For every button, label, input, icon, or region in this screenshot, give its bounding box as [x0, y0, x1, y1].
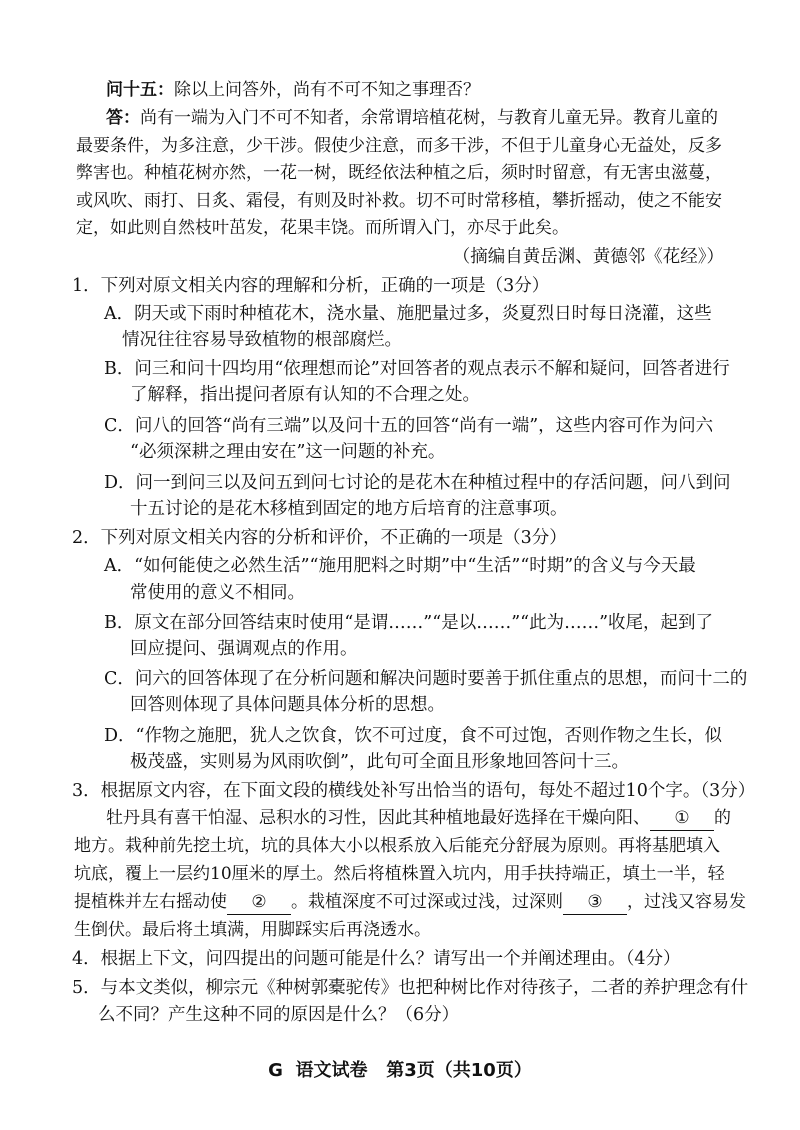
q3-blank-3: ③	[563, 890, 627, 915]
answer-text-1: 尚有一端为入门不可不知者，余常谓培植花树，与教育儿童无异。教育儿童的	[140, 108, 718, 128]
q15-label: 问十五：	[106, 80, 174, 100]
page-footer: G 语文试卷 第3页（共10页）	[268, 1060, 532, 1081]
answer-line-1	[106, 106, 718, 130]
q3-text-line-3: 坑底，覆上一层约10厘米的厚土。然后将植株置入坑内，用手扶持端正，填土一半，轻	[74, 864, 725, 884]
q1-option-b-cont: 了解释，指出提问者原有认知的不合理之处。	[130, 385, 480, 405]
q1-stem: 1．下列对原文相关内容的理解和分析，正确的一项是（3分）	[72, 276, 550, 296]
q2-option-b: B．原文在部分回答结束时使用“是谓……”“是以……”“此为……”收尾，起到了	[104, 613, 714, 633]
q3-blank-1: ①	[650, 806, 714, 831]
q2-option-a-cont: 常使用的意义不相同。	[130, 583, 305, 603]
q3-text-4-post: ，过浅又容易发	[627, 892, 746, 912]
q1-option-a-cont: 情况往往容易导致植物的根部腐烂。	[122, 330, 402, 350]
q1-option-c-cont: “必须深耕之理由安在”这一问题的补充。	[130, 442, 446, 462]
q3-stem: 3．根据原文内容，在下面文段的横线处补写出恰当的语句，每处不超过10个字。（3分）	[72, 781, 756, 801]
q2-option-b-cont: 回应提问、强调观点的作用。	[130, 639, 358, 659]
q15-text: 除以上问答外，尚有不可不知之事理否？	[174, 80, 480, 100]
q2-option-a: A．“如何能使之必然生活”“施用肥料之时期”中“生活”“时期”的含义与今天最	[104, 556, 696, 576]
q3-text-line-5: 生倒伏。最后将土填满，用脚踩实后再浇透水。	[74, 920, 431, 940]
q1-option-d-cont: 十五讨论的是花木移植到固定的地方后培育的注意事项。	[130, 499, 568, 519]
q2-option-c: C．问六的回答体现了在分析问题和解决问题时要善于抓住重点的思想，而问十二的	[104, 669, 748, 689]
q2-option-d: D．“作物之施肥，犹人之饮食，饮不可过度，食不可过饱，否则作物之生长，似	[104, 726, 722, 746]
passage-source: （摘编自黄岳渊、黄德邻《花经》）	[452, 247, 724, 267]
q5-stem: 5．与本文类似，柳宗元《种树郭橐驼传》也把种树比作对待孩子，二者的养护理念有什	[72, 978, 749, 998]
q3-text-line-1	[106, 806, 731, 831]
q5-stem-cont: 么不同？产生这种不同的原因是什么？（6分）	[98, 1005, 460, 1025]
q3-blank-2: ②	[227, 890, 291, 915]
q2-option-c-cont: 回答则体现了具体问题具体分析的思想。	[130, 695, 445, 715]
answer-line-5: 定，如此则自然枝叶茁发，花果丰饶。而所谓入门，亦尽于此矣。	[76, 218, 569, 238]
answer-line-2: 最要条件，为多注意，少干涉。假使少注意，而多干涉，不但于儿童身心无益处，反多	[76, 136, 722, 156]
q3-text-line-4	[74, 890, 746, 915]
answer-line-4: 或风吹、雨打、日炙、霜侵，有则及时补救。切不可时常移植，攀折摇动，使之不能安	[76, 191, 722, 211]
q4-stem: 4．根据上下文，问四提出的问题可能是什么？请写出一个并阐述理由。（4分）	[72, 949, 681, 969]
q1-option-b: B．问三和问十四均用“依理想而论”对回答者的观点表示不解和疑问，回答者进行	[104, 359, 730, 379]
q15-line	[106, 78, 480, 102]
answer-line-3: 弊害也。种植花树亦然，一花一树，既经依法种植之后，须时时留意，有无害虫滋蔓，	[76, 163, 722, 183]
answer-label: 答：	[106, 108, 140, 128]
q3-text-1-post: 的	[714, 808, 731, 828]
q2-stem: 2．下列对原文相关内容的分析和评价，不正确的一项是（3分）	[72, 528, 567, 548]
q3-text-4-pre: 提植株并左右摇动使	[74, 892, 227, 912]
q1-option-c: C．问八的回答“尚有三端”以及问十五的回答“尚有一端”，这些内容可作为问六	[104, 416, 714, 436]
q3-text-line-2: 地方。栽种前先挖土坑，坑的具体大小以根系放入后能充分舒展为原则。再将基肥填入	[74, 836, 720, 856]
q2-option-d-cont: 极茂盛，实则易为风雨吹倒”，此句可全面且形象地回答问十三。	[130, 752, 629, 772]
q3-text-1-pre: 牡丹具有喜干怕湿、忌积水的习性，因此其种植地最好选择在干燥向阳、	[106, 808, 650, 828]
q3-text-4-mid: 。栽植深度不可过深或过浅，过深则	[291, 892, 563, 912]
q1-option-d: D．问一到问三以及问五到问七讨论的是花木在种植过程中的存活问题，问八到问	[104, 473, 731, 493]
q1-option-a: A．阴天或下雨时种植花木，浇水量、施肥量过多，炎夏烈日时每日浇灌，这些	[104, 304, 712, 324]
